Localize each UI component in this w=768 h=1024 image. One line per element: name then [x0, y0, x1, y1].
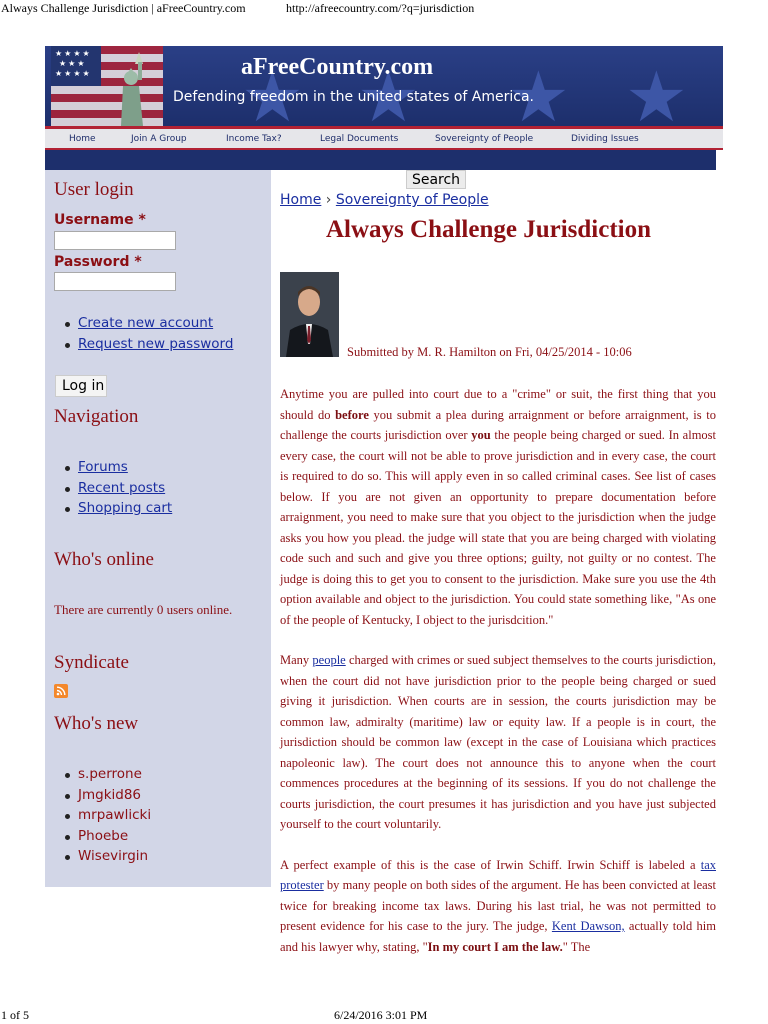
- breadcrumb-separator: ›: [325, 192, 332, 208]
- people-link[interactable]: people: [312, 653, 346, 667]
- print-footer: [0, 1008, 768, 1024]
- list-item: [58, 336, 233, 357]
- rss-feed-icon[interactable]: [54, 684, 68, 698]
- list-item: [58, 500, 172, 521]
- list-item: [58, 848, 151, 869]
- list-item: [58, 480, 172, 501]
- login-button[interactable]: Log in: [55, 375, 107, 397]
- article-paragraph: Anytime you are pulled into court due to a "crime" or suit, the first thing that you should do before you submit a plea during arraignment or before arraignment, is to challenge the courts jurisdiction over you the people being charged or sued. In almost every case, the court will not be able to prove jurisdiction and in every case, the court is required to do so. This will apply even in so called criminal cases. See list of cases below. If you are not given an opportunity to prepare documentation before arraignment, you need to make sure that you object to the jurisdiction when the judge asks you how you plead. the judge will state that you are being charged with violating code such and such and give you three options; guilty, not guilty or no contest. The judge is doing this to get you to consent to the jurisdiction. Make sure you use the 4th option available and object to the jurisdiction. You could state something like, "As one of the people of Kentucky, I object to the jurisdcition.": [280, 387, 717, 627]
- login-links: [58, 315, 233, 356]
- american-flag-logo[interactable]: ★ ★ ★ ★ ★ ★ ★ ★ ★ ★ ★: [51, 46, 163, 126]
- nav-legal-documents[interactable]: Legal Documents: [320, 134, 399, 144]
- breadcrumb: [280, 192, 489, 208]
- breadcrumb-home-link[interactable]: Home: [280, 192, 322, 208]
- site-banner: [45, 46, 723, 126]
- print-date: 6/24/2016 3:01 PM: [334, 1008, 428, 1022]
- create-account-link[interactable]: Create new account: [78, 315, 214, 331]
- user-login-heading: User login: [54, 179, 134, 200]
- whos-online-heading: Who's online: [54, 549, 154, 570]
- nav-income-tax[interactable]: Income Tax?: [226, 134, 282, 144]
- nav-home[interactable]: Home: [69, 134, 96, 144]
- online-count-text: There are currently 0 users online.: [54, 602, 233, 617]
- site-name[interactable]: aFreeCountry.com: [241, 54, 434, 80]
- article-paragraph: Many people charged with crimes or sued subject themselves to the courts jurisdiction, when the court did not have jurisdiction prior to the people being charged or sued giving it jurisdiction. When courts are in session, the courts jurisdiction may be common law, admiralty (maritime) law or equity law. If a people is in court, the jurisdiction should be common law (except in the case of Louisiana which practices napoleonic law). The court does not announce this to anyone when the court commences procedures at the beginning of its sessions. If you do not challenge the courts jurisdiction, the court presumes it has jurisdiction and you have just subjected yourself to the court voluntarily.: [280, 653, 716, 831]
- request-password-link[interactable]: Request new password: [78, 335, 234, 352]
- nav-dividing-issues[interactable]: Dividing Issues: [571, 134, 639, 144]
- password-input[interactable]: [54, 272, 176, 291]
- list-item: [58, 315, 233, 336]
- banner-star-icon: ★: [625, 60, 688, 126]
- navigation-heading: Navigation: [54, 406, 139, 427]
- kent-dawson-link[interactable]: Kent Dawson,: [551, 919, 625, 933]
- new-user-name[interactable]: Wisevirgin: [78, 848, 149, 864]
- list-item: [58, 766, 151, 787]
- username-input[interactable]: [54, 231, 176, 250]
- password-label: Password *: [54, 254, 142, 270]
- primary-nav: [45, 126, 723, 150]
- shopping-cart-link[interactable]: Shopping cart: [78, 500, 173, 516]
- submitted-byline: Submitted by M. R. Hamilton on Fri, 04/25/2014 - 10:06: [347, 345, 632, 359]
- navigation-links: [58, 459, 172, 521]
- banner-star-icon: ★: [507, 60, 570, 126]
- article-body: [280, 384, 716, 977]
- banner-star-icon: ★: [357, 60, 420, 126]
- banner-star-icon: ★: [241, 60, 304, 126]
- site-slogan: Defending freedom in the united states of America.: [173, 89, 535, 105]
- new-user-name[interactable]: s.perrone: [78, 766, 142, 782]
- new-user-name[interactable]: mrpawlicki: [78, 807, 152, 823]
- username-label: Username *: [54, 212, 146, 228]
- search-button[interactable]: Search: [406, 170, 466, 189]
- new-user-name[interactable]: Jmgkid86: [78, 786, 142, 803]
- print-header: [0, 0, 768, 16]
- print-page-number: 1 of 5: [1, 1008, 29, 1022]
- secondary-bar: [45, 150, 716, 170]
- recent-posts-link[interactable]: Recent posts: [78, 479, 166, 496]
- statue-of-liberty-icon: [109, 50, 157, 126]
- list-item: [58, 828, 151, 849]
- print-page-url: http://afreecountry.com/?q=jurisdiction: [286, 1, 475, 15]
- page-title: Always Challenge Jurisdiction: [326, 216, 652, 243]
- whos-new-heading: Who's new: [54, 713, 139, 734]
- syndicate-heading: Syndicate: [54, 652, 129, 673]
- breadcrumb-section-link[interactable]: Sovereignty of People: [335, 192, 489, 208]
- print-page-title: Always Challenge Jurisdiction | aFreeCountry.com: [1, 1, 246, 15]
- new-users-list: [58, 766, 151, 869]
- article-paragraph: A perfect example of this is the case of Irwin Schiff. Irwin Schiff is labeled a tax protester by many people on both sides of the argument. He has been convicted at least twice for breaking income tax laws. During his last trial, he was not permitted to present evidence for his case to the jury. The judge, Kent Dawson, actually told him and his lawyer why, stating, "In my court I am the law." The: [280, 857, 717, 954]
- list-item: [58, 787, 151, 808]
- nav-join-a-group[interactable]: Join A Group: [131, 134, 187, 144]
- nav-sovereignty-of-people[interactable]: Sovereignty of People: [435, 134, 534, 144]
- sidebar: [45, 170, 271, 887]
- author-photo: [280, 272, 339, 357]
- forums-link[interactable]: Forums: [78, 459, 128, 475]
- list-item: [58, 807, 151, 828]
- new-user-name[interactable]: Phoebe: [78, 827, 129, 844]
- tax-protester-link[interactable]: tax protester: [280, 857, 716, 892]
- list-item: [58, 459, 172, 480]
